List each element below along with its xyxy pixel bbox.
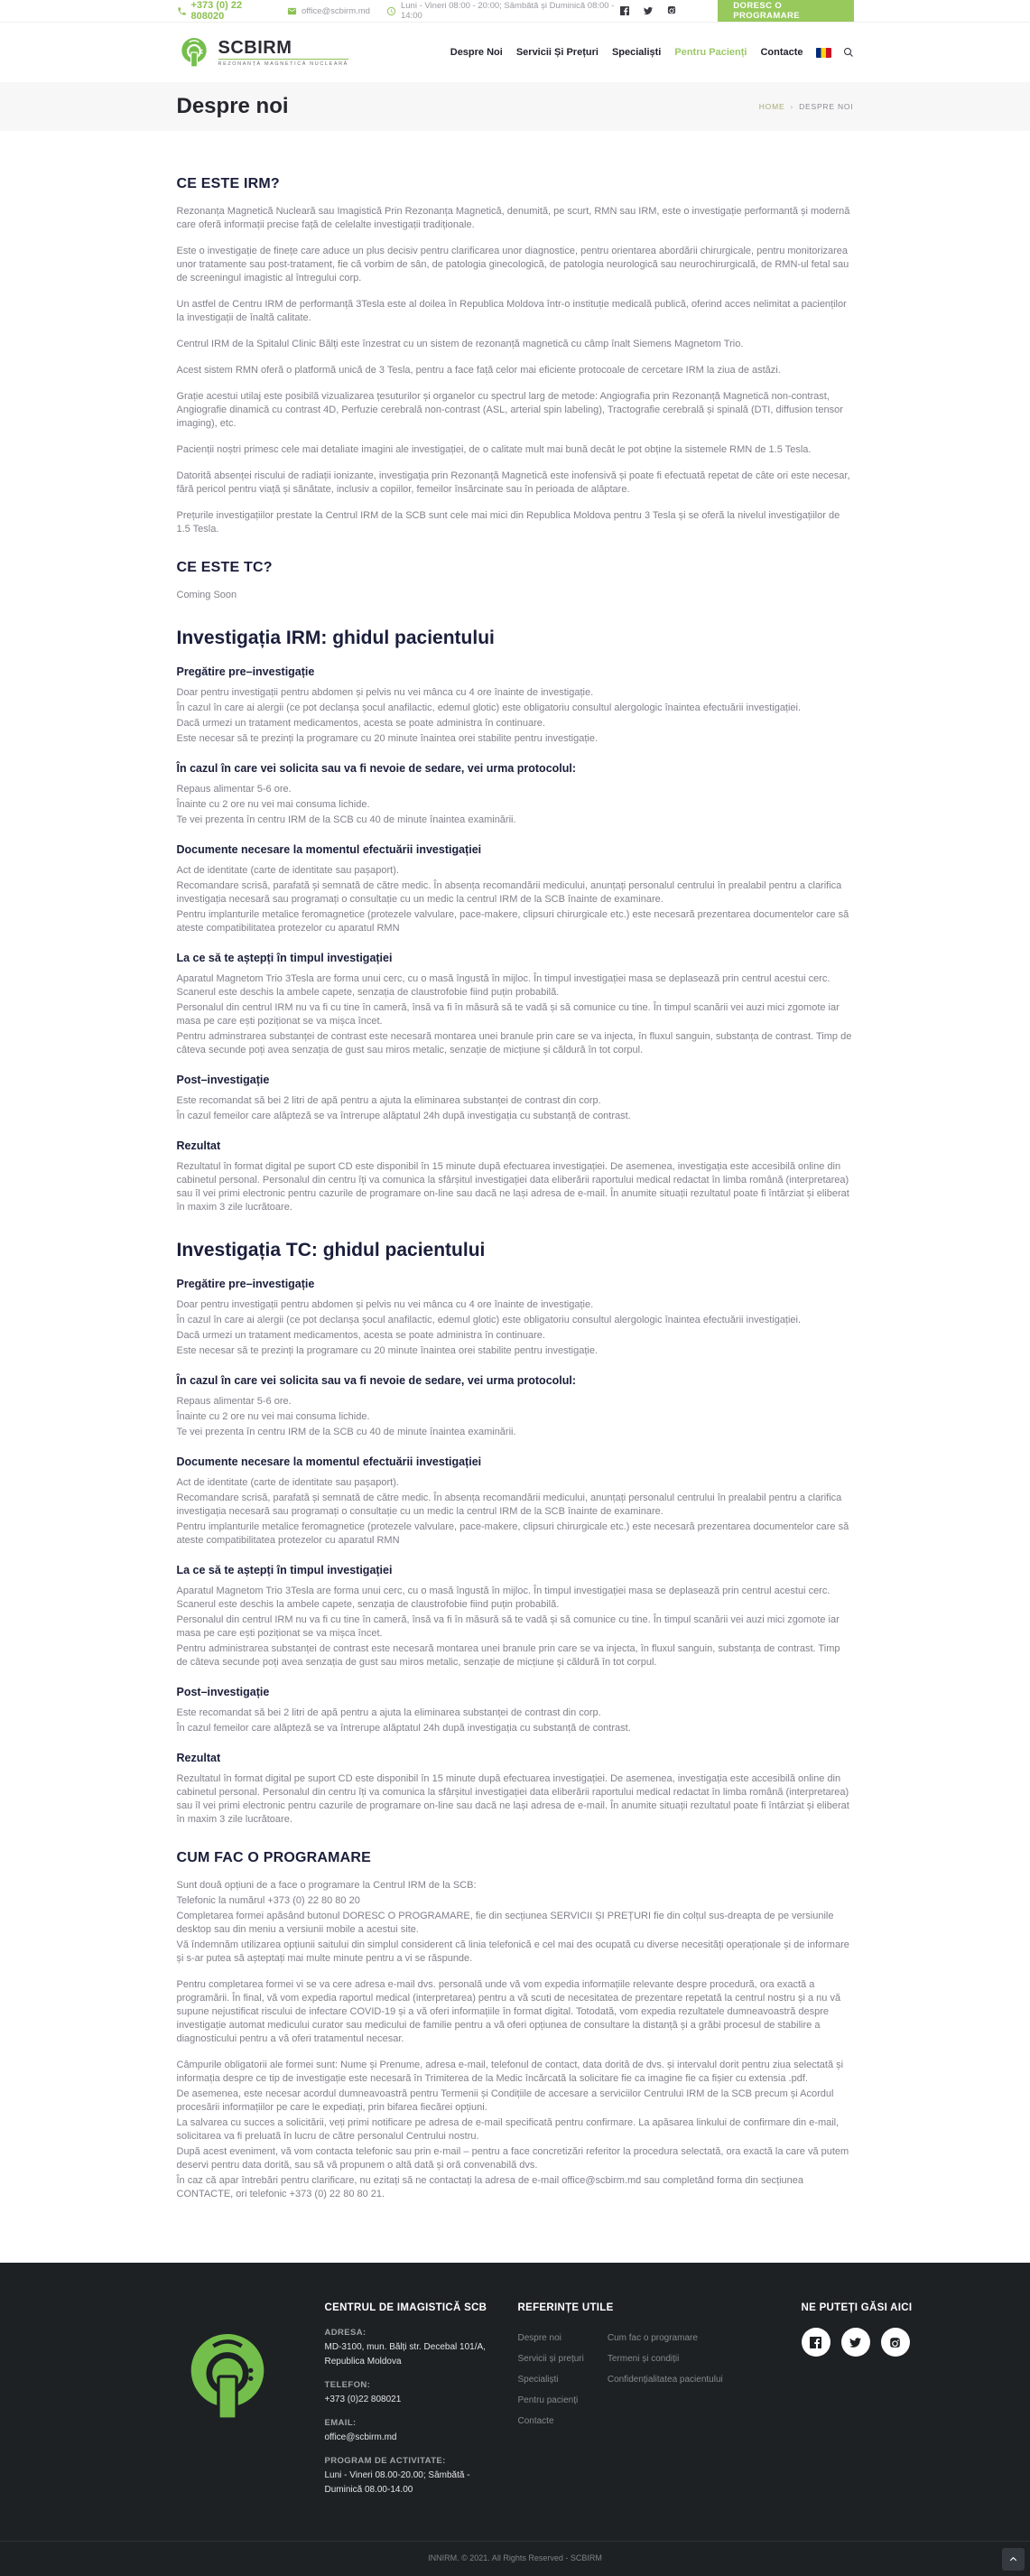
mri-logo-icon [177, 35, 211, 70]
text-line: Sunt două opțiuni de a face o programare la Centrul IRM de la SCB: [176, 1880, 477, 1891]
brand-tagline: REZONANȚĂ MAGNETICĂ NUCLEARĂ [218, 59, 348, 67]
guide-title: Investigația TC: ghidul pacientului [176, 1240, 486, 1260]
text-line: În cazul în care ai alergii (ce pot declanșa șocul anafilactic, edemul glotic) este obligatoriu consultul alergologic înaintea efectuării investigației. [176, 702, 802, 713]
sub-heading: Rezultat [176, 1139, 221, 1152]
paragraph: Coming Soon [176, 590, 237, 600]
text-line: Înainte cu 2 ore nu vei mai consuma lichide. [176, 799, 370, 810]
footer-links-b [608, 2328, 723, 2432]
paragraph: Centrul IRM de la Spitalul Clinic Bălți este înzestrat cu un sistem de rezonanță magnetică cu câmp înalt Siemens Magnetom Trio. [176, 339, 744, 349]
footer-contact-value: office@scbirm.md [324, 2432, 397, 2442]
section-title: CE ESTE IRM? [176, 176, 280, 191]
text-line: După acest eveniment, vă vom contacta telefonic sau prin e-mail – pentru a face concretizări referitor la procedura selectată, ora exactă la care vă putem deservi pentru data dorită, sau să vă propunem o altă dată și oră convenabilă dvs. [176, 2146, 849, 2171]
footer-link[interactable]: Specialiști [517, 2375, 559, 2385]
nav-item[interactable]: Pentru Pacienți [674, 47, 747, 58]
site-header [0, 23, 1030, 82]
nav-item[interactable]: Specialiști [611, 47, 662, 58]
paragraph: Un astfel de Centru IRM de performanță 3Tesla este al doilea în Republica Moldova într-o instituție medicală publică, oferind acces nelimitat a pacienților la investigații de înaltă calitate. [176, 299, 847, 323]
text-line: Recomandare scrisă, parafată și semnată de către medic. În absența recomandării medicului, anunțați personalul centrului în prealabil pentru a clarifica investigația necesară sau programați o consultație cu un medic la centrul IRM de la SCB înainte de examinare. [176, 880, 842, 905]
paragraph: Datorită absenței riscului de radiații ionizante, investigația prin Rezonanță Magnetică este inofensivă și poate fi efectuată repetat de câte ori este necesar, fără pericol pentru viață și sănătate, inclusiv a copiilor, femeilor însărcinate sau în perioada de alăptare. [176, 470, 850, 495]
footer-logo[interactable] [177, 2302, 303, 2508]
topbar-contacts [177, 0, 621, 22]
topbar-phone-link[interactable] [177, 0, 271, 22]
text-line: Este necesar să te prezinți la programare cu 20 minute înaintea orei stabilite pentru investigație. [176, 733, 599, 744]
facebook-icon[interactable] [620, 6, 629, 15]
sub-heading: În cazul în care vei solicita sau va fi nevoie de sedare, vei urma protocolul: [176, 762, 577, 775]
footer-contact-item [325, 2418, 496, 2445]
paragraph: Vă îndemnăm utilizarea opțiunii saitului din simplul considerent că linia telefonică e cel mai des ocupată cu diverse necesități operaționale și de informare și s-ar putea să așteptați mai multe minute pentru a vi se răspunde. [176, 1939, 849, 1964]
footer-links-a [518, 2328, 584, 2432]
text-line: Pentru implanturile metalice feromagnetice (protezele valvulare, pace-makere, clipsuri chirurgicale etc.) este necesară prezentarea documentelor care să ateste compatibilitatea protezelor cu aparatul RMN [176, 1521, 849, 1546]
instagram-icon[interactable] [667, 6, 676, 15]
footer-contact-label: PROGRAM DE ACTIVITATE: [324, 2456, 446, 2466]
text-line: În cazul femeilor care alăpteză se va întrerupe alăptatul 24h după investigația cu substanță de contrast. [176, 1723, 631, 1734]
text-line: Repaus alimentar 5-6 ore. [176, 1396, 292, 1407]
text-line: Doar pentru investigații pentru abdomen și pelvis nu vei mânca cu 4 ore înainte de investigație. [176, 1299, 594, 1310]
footer-link[interactable]: Pentru pacienți [517, 2395, 579, 2405]
facebook-icon[interactable] [802, 2328, 830, 2357]
search-icon[interactable] [843, 47, 854, 58]
footer-contact-item [325, 2380, 496, 2407]
footer-link[interactable]: Despre noi [517, 2333, 561, 2343]
topbar-socials [620, 0, 676, 22]
text-line: Personalul din centrul IRM nu va fi cu tine în cameră, însă va fi în măsură să te vadă și să comunice cu tine. În timpul scanării vei auzi mici zgomote iar masa pe care ești poziționat se va mișca încet. [176, 1614, 840, 1639]
footer-link[interactable]: Confidențialitatea pacientului [607, 2375, 723, 2385]
text-line: Completarea formei apăsând butonul DORESC O PROGRAMARE, fie din secțiunea SERVICII ȘI PREȚURI fie din colțul sus-dreapta de pe versiunile desktop sau din meniu a versiunii mobile a acestui site. [176, 1911, 834, 1935]
logo[interactable] [177, 35, 348, 70]
topbar-email-link[interactable] [287, 6, 370, 16]
text-line: Pentru implanturile metalice feromagnetice (protezele valvulare, pace-makere, clipsuri chirurgicale etc.) este necesară prezentarea documentelor care să ateste compatibilitatea protezelor cu aparatul RMN [176, 909, 849, 934]
text-line: Te vei prezenta în centru IRM de la SCB cu 40 de minute înaintea examinării. [176, 1427, 516, 1437]
footer-contact-item [325, 2456, 496, 2497]
text-line: Pentru adminstrarea substanței de contrast este necesară montarea unei branule prin care se va injecta, în fluxul sanguin, substanța de contrast. Timp de câteva secunde poți avea senzația de gust sau miros metalic, senzație de micțiune și căldură în tot corpul. [176, 1031, 852, 1056]
sub-heading: În cazul în care vei solicita sau va fi nevoie de sedare, vei urma protocolul: [176, 1374, 577, 1387]
section-title: CE ESTE TC? [176, 560, 273, 575]
scroll-to-top-button[interactable] [1002, 2548, 1025, 2571]
footer-contact-value: +373 (0)22 808021 [324, 2395, 402, 2404]
nav-item[interactable]: Contacte [760, 47, 803, 58]
paragraph: Rezultatul în format digital pe suport CD este disponibil în 15 minute după efectuarea investigației. De asemenea, investigația este accesibilă online din cabinetul personal. Personalul din centru îți va comunica la sfârșitul investigației data eliberării raportului medical redactat în limba română (interpretarea) sau îl vei primi electronic pentru cazurile de programare on-line sau dacă ne lași adresa de e-mail. În anumite situații rezultatul poate fi întârziat și eliberat în maxim 3 zile lucrătoare. [176, 1773, 849, 1825]
text-line: Înainte cu 2 ore nu vei mai consuma lichide. [176, 1411, 370, 1422]
sub-heading: Pregătire pre–investigație [176, 1278, 315, 1290]
mri-logo-icon [177, 2326, 278, 2427]
footer-links-column [518, 2302, 780, 2508]
text-line: În cazul în care ai alergii (ce pot declanșa șocul anafilactic, edemul glotic) este obligatoriu consultul alergologic înaintea efectuării investigației. [176, 1315, 802, 1325]
sub-heading: La ce să te aștepți în timpul investigației [176, 1564, 393, 1576]
text-line: Este necesar să te prezinți la programare cu 20 minute înaintea orei stabilite pentru investigație. [176, 1345, 599, 1356]
page-title-band [0, 82, 1030, 131]
text-line: Dacă urmezi un tratament medicamentos, acesta se poate administra în continuare. [176, 1330, 545, 1341]
guide-title: Investigația IRM: ghidul pacientului [176, 628, 495, 648]
text-line: Dacă urmezi un tratament medicamentos, acesta se poate administra în continuare. [176, 718, 545, 729]
footer-contact-label: ADRESA: [324, 2328, 367, 2338]
topbar-phone-text: +373 (0) 22 808020 [190, 0, 243, 22]
footer-column-title: NE PUTEȚI GĂSI AICI [801, 2302, 913, 2313]
brand-name: SCBIRM [218, 37, 292, 58]
copyright: INNIRM. © 2021. All Rights Reserved - SCBIRM [428, 2553, 602, 2562]
language-flag-icon[interactable] [816, 48, 831, 58]
text-line: Aparatul Magnetom Trio 3Tesla are forma unui cerc, cu o masă îngustă în mijloc. În timpul investigației masa se deplasează prin centrul acestui cerc. Scanerul este deschis la ambele capete, senzația de claustrofobie fiind puțin probabilă. [176, 973, 830, 998]
sub-heading: Rezultat [176, 1752, 221, 1764]
text-line: De asemenea, este necesar acordul dumneavoastră pentru Termenii și Condițiile de accesare a serviciilor Centrului IRM de la SCB precum și Acordul procesării informațiilor pe care le expediați, prin bifarea fiecărei opțiuni. [176, 2088, 834, 2113]
text-line: La salvarea cu succes a solicitării, veți primi notificare pe adresa de e-mail specificată pentru confirmare. La apăsarea linkului de confirmare din e-mail, solicitarea va fi preluată în lucru de către personalul Centrului nostru. [176, 2117, 840, 2142]
twitter-icon[interactable] [841, 2328, 870, 2357]
text-line: Este recomandat să bei 2 litri de apă pentru a ajuta la eliminarea substanței de contrast din corp. [176, 1707, 601, 1718]
text-line: În cazul femeilor care alăpteză se va întrerupe alăptatul 24h după investigația cu substanță de contrast. [176, 1111, 631, 1121]
footer-contact-label: EMAIL: [324, 2418, 357, 2428]
main-nav-list [450, 47, 803, 58]
footer-contact-column [325, 2302, 496, 2508]
footer-bottom [0, 2541, 1030, 2576]
topbar-email-text: office@scbirm.md [301, 5, 370, 16]
twitter-icon[interactable] [644, 6, 653, 15]
footer-column-title: CENTRUL DE IMAGISTICĂ SCB [324, 2302, 487, 2313]
footer-contact-list [325, 2328, 496, 2497]
paragraph: În caz că apar întrebări pentru clarificare, nu ezitați să ne contactați la adresa de e-mail office@scbirm.md sau completând forma din secțiunea CONTACTE, ori telefonic +373 (0) 22 80 80 21. [176, 2175, 804, 2199]
paragraph: Rezultatul în format digital pe suport CD este disponibil în 15 minute după efectuarea investigației. De asemenea, investigația este accesibilă online din cabinetul personal. Personalul din centru îți va comunica la sfârșitul investigației data eliberării raportului medical redactat în limba română (interpretarea) sau îl vei primi electronic pentru cazurile de programare on-line sau dacă ne lași adresa de e-mail. În anumite situații rezultatul poate fi întârziat și eliberat în maxim 3 zile lucrătoare. [176, 1161, 849, 1213]
footer-link[interactable]: Contacte [517, 2416, 554, 2426]
footer-link[interactable]: Termeni și condiții [607, 2354, 680, 2364]
text-line: Personalul din centrul IRM nu va fi cu tine în cameră, însă va fi în măsură să te vadă și să comunice cu tine. În timpul scanării vei auzi mici zgomote iar masa pe care ești poziționat se va mișca încet. [176, 1002, 840, 1027]
clock-icon [386, 6, 396, 16]
text-line: Act de identitate (carte de identitate sau pașaport). [176, 865, 399, 876]
sub-heading: Documente necesare la momentul efectuării investigației [176, 843, 482, 856]
chevron-up-icon [1008, 2554, 1018, 2564]
footer-social-column [802, 2302, 913, 2508]
footer [0, 2263, 1030, 2576]
breadcrumb-current: DESPRE NOI [799, 102, 854, 111]
text-line: Te vei prezenta în centru IRM de la SCB cu 40 de minute înaintea examinării. [176, 814, 516, 825]
paragraph: Acest sistem RMN oferă o platformă unică de 3 Tesla, pentru a face față celor mai eficiente protocoale de cercetare IRM la ziua de astăzi. [176, 365, 781, 376]
breadcrumb-home-link[interactable]: HOME [758, 102, 785, 111]
text-line: Câmpurile obligatorii ale formei sunt: Nume și Prenume, adresa e-mail, telefonul de contact, data dorită de dvs. și intervalul dorit pentru ziua selectată și informația despre ce tip de investigație este necesară în Trimiterea de la Medic încărcată la solicitare fie ca imagine fie ca fișier cu extensia .pdf. [176, 2060, 844, 2084]
breadcrumb-separator: › [790, 102, 794, 111]
text-line: Aparatul Magnetom Trio 3Tesla are forma unui cerc, cu o masă îngustă în mijloc. În timpul investigației masa se deplasează prin centrul acestui cerc. Scanerul este deschis la ambele capete, senzația de claustrofobie fiind puțin probabilă. [176, 1586, 830, 1610]
sub-heading: Documente necesare la momentul efectuării investigației [176, 1455, 482, 1468]
paragraph: Prețurile investigațiilor prestate la Centrul IRM de la SCB sunt cele mai mici din Republica Moldova pentru 3 Tesla și se oferă la nivelul investigațiilor de 1.5 Tesla. [176, 510, 840, 535]
breadcrumb [759, 102, 854, 111]
text-line: Repaus alimentar 5-6 ore. [176, 784, 292, 795]
footer-contact-value: MD-3100, mun. Bălți str. Decebal 101/A, Republica Moldova [324, 2342, 486, 2367]
footer-link[interactable]: Servicii și prețuri [517, 2354, 584, 2364]
sub-heading: Pregătire pre–investigație [176, 665, 315, 678]
footer-contact-value: Luni - Vineri 08.00-20.00; Sâmbătă - Duminică 08.00-14.00 [324, 2470, 470, 2495]
text-line: Act de identitate (carte de identitate sau pașaport). [176, 1477, 399, 1488]
paragraph: Rezonanța Magnetică Nucleară sau Imagistică Prin Rezonanța Magnetică, denumită, pe scurt, RMN sau IRM, este o investigație performantă și modernă care oferă informații precise față de celelalte investigații tradiționale. [176, 206, 850, 230]
text-line: Recomandare scrisă, parafată și semnată de către medic. În absența recomandării medicului, anunțați personalul centrului în prealabil pentru a clarifica investigația necesară sau programați o consultație cu un medic la centrul IRM de la SCB înainte de examinare. [176, 1493, 842, 1517]
topbar [0, 0, 1030, 23]
nav-item[interactable]: Servicii Și Prețuri [515, 47, 599, 58]
page-title: Despre noi [176, 94, 289, 118]
paragraph: Pacienții noștri primesc cele mai detaliate imagini ale investigației, de o calitate mult mai bună decât le pot obține la sistemele RMN de 1.5 Tesla. [176, 444, 812, 455]
footer-column-title: REFERINȚE UTILE [517, 2302, 614, 2313]
phone-icon [177, 6, 187, 16]
instagram-icon[interactable] [881, 2328, 910, 2357]
text-line: Telefonic la numărul +373 (0) 22 80 80 20 [176, 1895, 360, 1906]
footer-contact-label: TELEFON: [324, 2380, 371, 2390]
text-line: Pentru administrarea substanței de contrast este necesară montarea unei branule prin care se va injecta, în fluxul sanguin, substanța de contrast. Timp de câteva secunde poți avea senzația de gust sau miros metalic, senzație de micțiune și căldură în tot corpul. [176, 1643, 840, 1668]
section-title: CUM FAC O PROGRAMARE [176, 1850, 372, 1865]
paragraph: Este o investigație de finețe care aduce un plus decisiv pentru clarificarea unor diagnostice, pentru orientarea abordării chirurgicale, pentru monitorizarea unor tratamente sau post-tratament, fie că vorbim de sân, de patologia ginecologică, de patologia neurologică sau neurochirurgicală, de RMN-ul fetal sau de screeningul imagistic al întregului corp. [176, 246, 849, 284]
appointment-button[interactable]: DORESC O PROGRAMARE [718, 0, 853, 22]
nav-item[interactable]: Despre Noi [450, 47, 503, 58]
content-blocks [177, 131, 854, 2254]
topbar-hours [386, 1, 620, 21]
footer-contact-item [325, 2328, 496, 2369]
paragraph: Pentru completarea formei vi se va cere adresa e-mail dvs. personală unde vă vom expedia informațiile relevante despre procedură, ora exactă a programării. În final, vă vom expedia raportul medical (interpretarea) pentru a vă scuti de necesitatea de prezentare repetată la centrul nostru și a nu vă supune nejustificat riscului de infectare COVID-19 și a vă oferi informațiile în format digital. Totodată, vom expedia rezultatele dumneavoastră despre investigație automat medicului curator sau medicului de familie pentru a vă oferi opțiunea de consultare la distanță și a grăbi procesul de stabilire a diagnosticului pentru a vă oferi tratamentul necesar. [176, 1979, 841, 2044]
mail-icon [287, 6, 297, 16]
sub-heading: La ce să te aștepți în timpul investigației [176, 952, 393, 964]
sub-heading: Post–investigație [176, 1074, 270, 1086]
footer-link[interactable]: Cum fac o programare [607, 2333, 698, 2343]
paragraph: Grație acestui utilaj este posibilă vizualizarea țesuturilor și organelor cu spectrul larg de metode: Angiografia prin Rezonanță Magnetică non-contrast, Angiografie dinamică cu contrast 4D, Perfuzie cerebrală non-contrast (ASL, arterial spin labeling), Tractografie cerebrală și spinală (DTI, diffusion tensor imaging), etc. [176, 391, 843, 429]
topbar-hours-text: Luni - Vineri 08:00 - 20:00; Sâmbătă și Duminică 08:00 - 14:00 [400, 1, 615, 21]
text-line: Este recomandat să bei 2 litri de apă pentru a ajuta la eliminarea substanței de contrast din corp. [176, 1095, 601, 1106]
text-line: Doar pentru investigații pentru abdomen și pelvis nu vei mânca cu 4 ore înainte de investigație. [176, 687, 594, 698]
sub-heading: Post–investigație [176, 1686, 270, 1698]
